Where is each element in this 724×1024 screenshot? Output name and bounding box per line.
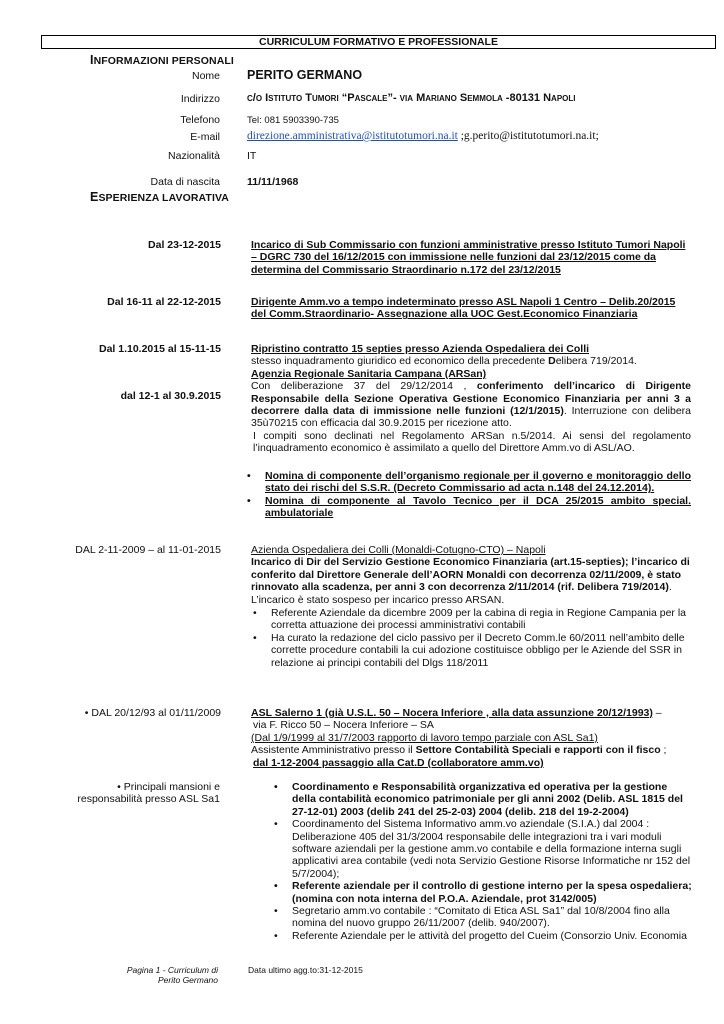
section-work-experience: ESPERIENZA LAVORATIVA [90, 190, 229, 204]
entry-4-bullets [245, 470, 691, 520]
footer-last-update: Data ultimo agg.to:31-12-2015 [248, 965, 363, 975]
entry-3-date: Dal 1.10.2015 al 15-11-15 [98, 343, 221, 355]
entry-7-bullets [272, 781, 692, 942]
entry-6-role: Assistente Amministrativo presso il Settore Contabilità Speciali e rapporti con il fisco ; [251, 744, 667, 757]
entry-4-date: dal 12-1 al 30.9.2015 [120, 390, 221, 402]
email-secondary: ;g.perito@istitutotumori.na.it; [457, 130, 599, 142]
address-label: Indirizzo [180, 93, 220, 105]
entry-7-label: • Principali mansioni e responsabilità presso ASL Sa1 [77, 781, 220, 806]
email-label: E-mail [190, 131, 220, 143]
entry-4-paragraph-1: Con deliberazione 37 del 29/12/2014 , conferimento dell’incarico di Dirigente Responsabile della Sezione Operativa Gestione Economico Finanziaria per anni 3 a decorrere dalla data di immissione nelle funzioni (12/1/2015). Interruzione con delibera 35ù70215 con efficacia dal 30.9.2015 per ricezione atto. [251, 380, 692, 430]
entry-5-note: L’incarico è stato sospeso per incarico presso ARSAN. [251, 593, 505, 606]
list-item: • Nomina di componente al Tavolo Tecnico per il DCA 25/2015 ambito special. ambulatoriale [247, 494, 691, 520]
entry-4-paragraph-2: I compiti sono declinati nel Regolamento ARSan n.5/2014. Ai sensi del regolamento l’inquadramento economico è assimilato a quello del Direttore Amm.vo di ASL/AO. [253, 429, 691, 455]
email-value [247, 130, 599, 142]
phone-label: Telefono [180, 114, 220, 126]
nationality-label: Nazionalità [168, 150, 220, 162]
address-value: c/o Istituto Tumori “Pascale”- via Mariano Semmola -80131 Napoli [247, 92, 576, 104]
list-item: • Segretario amm.vo contabile : “Comitato di Etica ASL Sa1” dal 10/8/2004 fino alla nomina del nuovo gruppo 26/11/2007 (delib. 940/2007). [274, 905, 670, 930]
entry-2-text: Dirigente Amm.vo a tempo indeterminato presso ASL Napoli 1 Centro – Delib.20/2015 del Comm.Straordinario- Assegnazione alla UOC Gest.Economico Finanziaria [251, 296, 676, 321]
entry-6-address: via F. Ricco 50 – Nocera Inferiore – SA [253, 719, 434, 732]
section-personal-info: INFORMAZIONI PERSONALI [90, 53, 234, 67]
list-item: • Referente Aziendale per le attività del progetto del Cueim (Consorzio Univ. Economia [274, 929, 687, 942]
entry-6-date: • DAL 20/12/93 al 01/11/2009 [84, 707, 221, 719]
entry-2-date: Dal 16-11 al 22-12-2015 [107, 296, 221, 308]
document-title: CURRICULUM FORMATIVO E PROFESSIONALE [41, 35, 716, 49]
entry-5-description: Incarico di Dir del Servizio Gestione Economico Finanziaria (art.15-septies); l’incarico di conferito dal Direttore Generale dell’AORN Monaldi con decorrenza 02/11/2009, è stato rinnovato alla scadenza, per anni 3 con decorrenza 2/11/2014 (rif. Delibera 719/2014). [251, 556, 690, 594]
entry-6-block [251, 707, 691, 769]
entry-3-title: Ripristino contratto 15 septies presso Azienda Ospedaliera dei Colli [251, 343, 590, 355]
entry-5-block [251, 544, 691, 669]
entry-5-date: DAL 2-11-2009 – al 11-01-2015 [75, 544, 221, 556]
entry-4-title: Agenzia Regionale Sanitaria Campana (ARSan) [251, 367, 487, 380]
list-item: • Referente Aziendale da dicembre 2009 per la cabina di regia in Regione Campania per la corretta attuazione dei processi amministrativi contabili [253, 607, 687, 632]
list-item: • Ha curato la redazione del ciclo passivo per il Decreto Comm.le 60/2011 nell’ambito delle corrette procedure contabili la cui adozione costituisce obbligo per le Aziende del SSR in relazione ai principi contabili del Dlgs 118/2011 [253, 631, 685, 669]
nationality-value: IT [247, 150, 257, 162]
name-value: PERITO GERMANO [247, 68, 363, 82]
birth-date-label: Data di nascita [150, 176, 220, 188]
list-item: • Coordinamento del Sistema Informativo amm.vo aziendale (S.I.A.) dal 2004 : Deliberazione 405 del 31/3/2004 responsabile delle integrazioni tra i vari moduli software aziendali per la gestione amm.vo contabile e della formazione interna sugli applicativi area contabile (vedi nota Servizio Gestione Risorse Informatiche nr 152 del 5/7/2004); [274, 818, 691, 880]
list-item: • Nomina di componente dell’organismo regionale per il governo e monitoraggio dello stato dei rischi del S.S.R. (Decreto Commissario ad acta n.148 del 24.12.2014). [247, 470, 691, 495]
entry-1-date: Dal 23-12-2015 [148, 239, 221, 251]
email-link[interactable]: direzione.amministrativa@istitutotumori.na.it [247, 130, 458, 142]
list-item: • Coordinamento e Responsabilità organizzativa ed operativa per la gestione della contabilità economico patrimoniale per gli anni 2002 (Delib. ASL 1815 del 27-12-01) 2003 (delib 241 del 25-2-03) 2004 (delib. 218 del 19-2-2004) [274, 781, 683, 818]
entry-3-detail: stesso inquadramento giuridico ed economico della precedente Delibera 719/2014. [251, 355, 637, 368]
entry-5-title: Azienda Ospedaliera dei Colli (Monaldi-Cotugno-CTO) – Napoli [251, 544, 546, 556]
footer-page-info: Pagina 1 - Curriculum di Perito Germano [126, 965, 218, 985]
entry-6-parttime: (Dal 1/9/1999 al 31/7/2003 rapporto di lavoro tempo parziale con ASL Sa1) [251, 731, 598, 744]
entry-6-promotion: dal 1-12-2004 passaggio alla Cat.D (collaboratore amm.vo) [253, 756, 544, 769]
phone-value: Tel: 081 5903390-735 [247, 115, 339, 126]
entry-6-title: ASL Salerno 1 (già U.S.L. 50 – Nocera Inferiore , alla data assunzione 20/12/1993) – [251, 707, 662, 719]
entry-3-block [251, 343, 691, 455]
birth-date-value: 11/11/1968 [247, 176, 299, 188]
name-label: Nome [191, 70, 220, 82]
list-item: • Referente aziendale per il controllo di gestione interno per la spesa ospedaliera;(nomina con nota interna del P.O.A. Aziendale, prot 3142/005) [274, 880, 692, 905]
entry-1-text: Incarico di Sub Commissario con funzioni amministrative presso Istituto Tumori Napoli – DGRC 730 del 16/12/2015 con immissione nelle funzioni dal 23/12/2015 come da determina del Commissario Straordinario n.172 del 23/12/2015 [251, 239, 686, 276]
